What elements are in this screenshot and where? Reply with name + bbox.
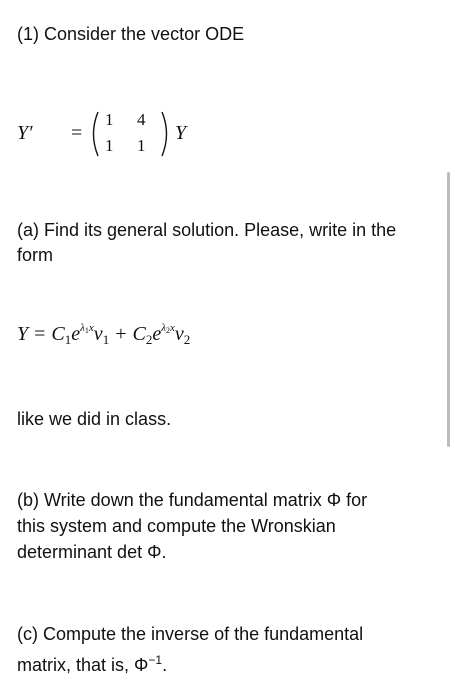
part-c-line-2: [17, 648, 167, 678]
part-1-intro: (1) Consider the vector ODE: [17, 24, 245, 44]
vector-ode-equation: [17, 110, 217, 160]
part-c-line-1: (c) Compute the inverse of the fundamental: [17, 624, 364, 644]
matrix-cell: 4: [137, 110, 146, 129]
eq-equals: =: [34, 323, 46, 345]
eq-e2: e: [152, 323, 162, 345]
eq-lambda2-sub: 2: [165, 326, 170, 335]
eq-lambda1: λ: [80, 322, 85, 334]
part-b-line-1: (b) Write down the fundamental matrix Φ for: [17, 490, 368, 510]
eq-C1: C: [51, 323, 65, 345]
eq-plus: +: [115, 323, 127, 345]
part-a-line-1: (a) Find its general solution. Please, write in the: [17, 220, 397, 240]
ode-lhs: Y′: [17, 122, 33, 144]
matrix-cell: 1: [105, 136, 114, 155]
matrix-cell: 1: [105, 110, 114, 129]
eq-x2: x: [169, 322, 175, 334]
matrix-left-paren: [88, 110, 100, 158]
class-note: like we did in class.: [17, 409, 172, 429]
part-b-line-2: this system and compute the Wronskian: [17, 516, 336, 536]
part-c-line-2-text: matrix, that is, Φ: [17, 655, 149, 675]
part-c-period: .: [162, 655, 168, 675]
eq-v1-sub: 1: [102, 332, 110, 347]
inverse-superscript: −1: [148, 653, 163, 667]
eq-lambda1-sub: 1: [84, 326, 89, 335]
eq-v2-sub: 2: [183, 332, 191, 347]
eq-v2: v: [174, 323, 184, 345]
ode-rhs: Y: [175, 122, 187, 144]
eq-C2: C: [132, 323, 146, 345]
matrix-cell: 1: [137, 136, 146, 155]
eq-lambda2: λ: [161, 322, 166, 334]
eq-C2-sub: 2: [145, 332, 153, 347]
scrollbar[interactable]: [447, 172, 450, 447]
eq-v1: v: [93, 323, 103, 345]
eq-e1: e: [71, 323, 81, 345]
part-b-line-3: determinant det Φ.: [17, 542, 167, 562]
eq-x1: x: [88, 322, 94, 334]
eq-Y: Y: [17, 323, 29, 345]
general-solution-equation: [17, 322, 190, 348]
matrix-right-paren: [160, 110, 172, 158]
part-a-line-2: form: [17, 245, 53, 265]
ode-equals: =: [71, 122, 83, 144]
eq-C1-sub: 1: [64, 332, 72, 347]
